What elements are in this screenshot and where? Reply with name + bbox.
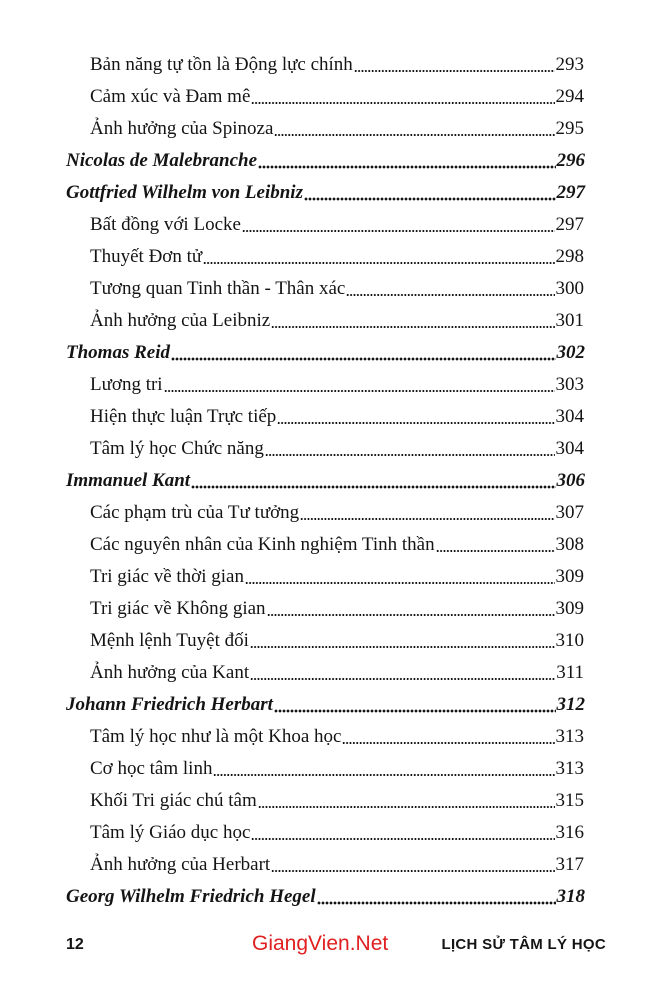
- toc-entry-title: Mệnh lệnh Tuyệt đối: [90, 630, 249, 651]
- toc-entry-page: 313: [555, 726, 584, 747]
- toc-entry-page: 317: [555, 854, 584, 875]
- toc-entry-title: Khối Tri giác chú tâm: [90, 790, 257, 811]
- toc-entry-title: Immanuel Kant: [66, 470, 191, 491]
- toc-section-entry: [0, 593, 584, 625]
- toc-entry-page: 316: [555, 822, 584, 843]
- dot-leader: [271, 325, 554, 329]
- toc-section-entry: [0, 561, 584, 593]
- toc-section-entry: [0, 49, 584, 81]
- toc-entry-page: 307: [555, 502, 584, 523]
- toc-section-entry: [0, 401, 584, 433]
- toc-entry-page: 318: [556, 886, 585, 907]
- toc-entry-page: 311: [556, 662, 584, 683]
- toc-section-entry: [0, 817, 584, 849]
- toc-entry-title: Thuyết Đơn tử: [90, 246, 203, 267]
- toc-section-entry: [0, 721, 584, 753]
- toc-chapter-entry: [0, 337, 585, 369]
- dot-leader: [171, 357, 556, 361]
- toc-entry-page: 306: [556, 470, 585, 491]
- toc-entry-page: 302: [556, 342, 585, 363]
- dot-leader: [354, 69, 555, 73]
- toc-section-entry: [0, 785, 584, 817]
- toc-entry-title: Cảm xúc và Đam mê: [90, 86, 251, 107]
- toc-entry-title: Georg Wilhelm Friedrich Hegel: [66, 886, 316, 907]
- toc-entry-page: 312: [556, 694, 585, 715]
- toc-chapter-entry: [0, 689, 585, 721]
- toc-entry-page: 297: [556, 182, 585, 203]
- toc-entry-page: 313: [555, 758, 584, 779]
- dot-leader: [267, 613, 555, 617]
- toc-entry-title: Bản năng tự tồn là Động lực chính: [90, 54, 353, 75]
- dot-leader: [250, 645, 555, 649]
- page-footer: [0, 932, 652, 962]
- dot-leader: [213, 773, 554, 777]
- toc-section-entry: [0, 113, 584, 145]
- toc-entry-title: Ảnh hưởng của Spinoza: [90, 118, 274, 139]
- toc-entry-title: Ảnh hưởng của Leibniz: [90, 310, 271, 331]
- toc-entry-page: 309: [555, 566, 584, 587]
- toc-section-entry: [0, 529, 584, 561]
- toc-section-entry: [0, 305, 584, 337]
- toc-chapter-entry: [0, 177, 585, 209]
- running-title: LỊCH SỬ TÂM LÝ HỌC: [441, 936, 606, 953]
- toc-entry-title: Tâm lý học như là một Khoa học: [90, 726, 342, 747]
- toc-entry-title: Cơ học tâm linh: [90, 758, 213, 779]
- toc-chapter-entry: [0, 145, 585, 177]
- toc-entry-page: 296: [556, 150, 585, 171]
- dot-leader: [245, 581, 555, 585]
- dot-leader: [191, 485, 555, 489]
- dot-leader: [164, 389, 555, 393]
- toc-entry-title: Tâm lý Giáo dục học: [90, 822, 251, 843]
- dot-leader: [277, 421, 554, 425]
- toc-section-entry: [0, 81, 584, 113]
- page-number: 12: [66, 936, 84, 953]
- toc-entry-title: Tri giác về thời gian: [90, 566, 244, 587]
- toc-entry-title: Tri giác về Không gian: [90, 598, 266, 619]
- toc-entry-page: 309: [555, 598, 584, 619]
- dot-leader: [274, 133, 554, 137]
- dot-leader: [251, 837, 554, 841]
- dot-leader: [342, 741, 554, 745]
- toc-section-entry: [0, 625, 584, 657]
- toc-entry-title: Thomas Reid: [66, 342, 170, 363]
- toc-entry-page: 293: [555, 54, 584, 75]
- toc-entry-page: 304: [555, 438, 584, 459]
- toc-entry-page: 300: [555, 278, 584, 299]
- toc-section-entry: [0, 433, 584, 465]
- toc-entry-page: 294: [555, 86, 584, 107]
- toc-section-entry: [0, 497, 584, 529]
- dot-leader: [274, 709, 556, 713]
- toc-entry-page: 310: [555, 630, 584, 651]
- dot-leader: [317, 901, 556, 905]
- dot-leader: [271, 869, 554, 873]
- toc-section-entry: [0, 273, 584, 305]
- toc-entry-title: Gottfried Wilhelm von Leibniz: [66, 182, 303, 203]
- dot-leader: [258, 165, 555, 169]
- toc-chapter-entry: [0, 465, 585, 497]
- toc-entry-title: Ảnh hưởng của Kant: [90, 662, 250, 683]
- toc-entry-page: 303: [555, 374, 584, 395]
- dot-leader: [258, 805, 555, 809]
- toc-entry-title: Hiện thực luận Trực tiếp: [90, 406, 277, 427]
- dot-leader: [250, 677, 555, 681]
- toc-entry-page: 298: [555, 246, 584, 267]
- dot-leader: [242, 229, 555, 233]
- toc-entry-page: 301: [555, 310, 584, 331]
- toc-entry-title: Nicolas de Malebranche: [66, 150, 258, 171]
- toc-section-entry: [0, 209, 584, 241]
- watermark-text: GiangVien.Net: [252, 932, 389, 955]
- dot-leader: [265, 453, 555, 457]
- toc-entry-title: Lương tri: [90, 374, 163, 395]
- dot-leader: [304, 197, 556, 201]
- toc-entry-title: Johann Friedrich Herbart: [66, 694, 273, 715]
- toc-entry-page: 315: [555, 790, 584, 811]
- toc-entry-title: Tâm lý học Chức năng: [90, 438, 264, 459]
- dot-leader: [300, 517, 554, 521]
- toc-entry-page: 304: [555, 406, 584, 427]
- toc-chapter-entry: [0, 881, 585, 913]
- toc-section-entry: [0, 369, 584, 401]
- toc-section-entry: [0, 849, 584, 881]
- toc-entry-page: 295: [555, 118, 584, 139]
- toc-entry-title: Ảnh hưởng của Herbart: [90, 854, 271, 875]
- toc-section-entry: [0, 657, 584, 689]
- toc-entry-title: Tương quan Tinh thần - Thân xác: [90, 278, 346, 299]
- toc-entry-page: 297: [555, 214, 584, 235]
- table-of-contents: [0, 49, 652, 913]
- dot-leader: [203, 261, 554, 265]
- toc-section-entry: [0, 241, 584, 273]
- toc-entry-title: Các phạm trù của Tư tưởng: [90, 502, 300, 523]
- dot-leader: [436, 549, 555, 553]
- dot-leader: [251, 101, 554, 105]
- toc-entry-page: 308: [555, 534, 584, 555]
- toc-section-entry: [0, 753, 584, 785]
- toc-entry-title: Các nguyên nhân của Kinh nghiệm Tinh thần: [90, 534, 435, 555]
- toc-entry-title: Bất đồng với Locke: [90, 214, 241, 235]
- dot-leader: [346, 293, 554, 297]
